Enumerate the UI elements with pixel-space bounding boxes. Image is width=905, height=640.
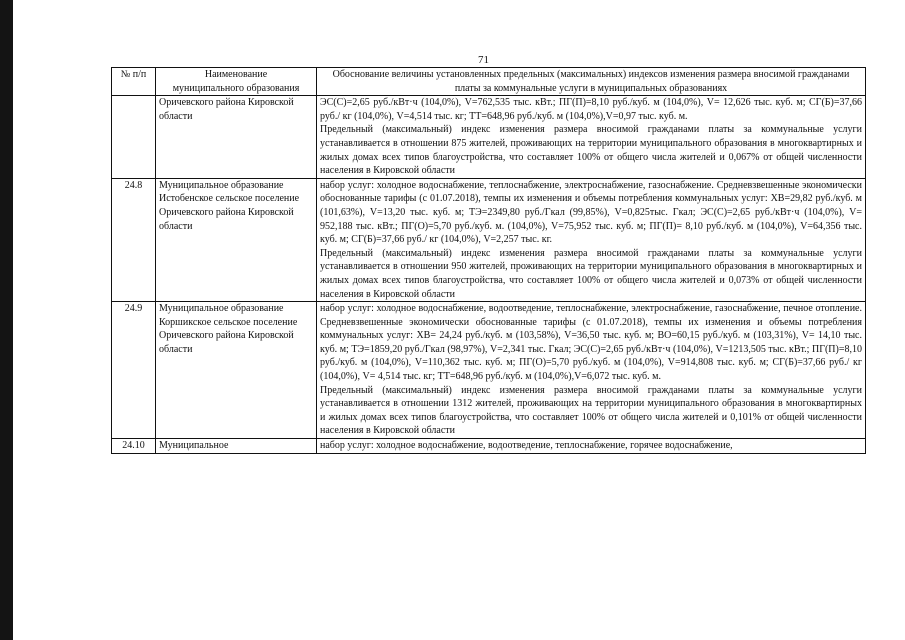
municipality-name: Муниципальное образование Истобенское сельское поселение Оричевского района Кировской области <box>156 178 317 301</box>
header-municipality: Наименование муниципального образования <box>156 68 317 96</box>
tariff-paragraph: набор услуг: холодное водоснабжение, теплоснабжение, электроснабжение, газоснабжение. Средневзвешенные экономически обоснованные тарифы (с 01.07.2018), темпы их изменения и объемы потребления коммунальных услуг: ХВ=29,82 руб./куб. м (101,63%), V=13,20 тыс. куб. м; ТЭ=2349,80 руб./Гкал (99,85%), V=0,825тыс. Гкал; ЭС(С)=2,65 руб./кВт·ч (104,0%), V= 952,188 тыс. кВт.; ПГ(О)=5,70 руб./куб. м. (104,0%), V=75,952 тыс. куб. м; ПГ(П)= 8,10 руб./куб. м (104,0%), V=64,356 тыс. куб. м; СГ(Б)=37,66 руб./ кг (104,0%), V=2,257 тыс. кг. <box>320 179 862 246</box>
tariff-paragraph: набор услуг: холодное водоснабжение, водоотведение, теплоснабжение, горячее водоснабжение, <box>320 440 733 452</box>
municipality-name <box>156 439 317 454</box>
table-row <box>112 302 866 439</box>
justification-cell <box>317 439 866 454</box>
justification-cell <box>317 96 866 179</box>
header-justification: Обоснование величины установленных предельных (максимальных) индексов изменения размера вносимой гражданами платы за коммунальные услуги в муниципальных образованиях <box>317 68 866 96</box>
header-number: № п/п <box>112 68 156 96</box>
justification-cell <box>317 178 866 301</box>
index-paragraph: Предельный (максимальный) индекс изменения размера вносимой гражданами платы за коммунальные услуги устанавливается в отношении 1312 жителей, проживающих на территории муниципального образования в многоквартирных и жилых домах всех типов благоустройства, что составляет 100% от общего числа жителей и 0,101% от общей численности населения в Кировской области <box>320 384 862 437</box>
index-paragraph: Предельный (максимальный) индекс изменения размера вносимой гражданами платы за коммунальные услуги устанавливается в отношении 950 жителей, проживающих на территории муниципального образования в многоквартирных и жилых домах всех типов благоустройства, что составляет 100% от общего числа жителей и 0,073% от общей численности населения в Кировской области <box>320 247 862 300</box>
table-header-row <box>112 68 866 96</box>
row-number <box>112 96 156 179</box>
scan-shadow-edge <box>0 0 13 640</box>
page-number: 71 <box>478 54 489 66</box>
justification-cell <box>317 302 866 439</box>
table-row <box>112 178 866 301</box>
row-number: 24.9 <box>112 302 156 439</box>
row-number: 24.8 <box>112 178 156 301</box>
tariff-table <box>111 67 866 454</box>
tariff-paragraph: ЭС(С)=2,65 руб./кВт·ч (104,0%), V=762,535 тыс. кВт.; ПГ(П)=8,10 руб./куб. м (104,0%), V= 12,626 тыс. куб. м; СГ(Б)=37,66 руб./ кг (104,0%), V=4,514 тыс. кг; ТТ=648,96 руб./куб. м (104,0%),V=0,97 тыс. куб. м. <box>320 97 862 122</box>
row-number: 24.10 <box>112 439 156 454</box>
table-row <box>112 439 866 454</box>
index-paragraph: Предельный (максимальный) индекс изменения размера вносимой гражданами платы за коммунальные услуги устанавливается в отношении 875 жителей, проживающих на территории муниципального образования в многоквартирных и жилых домах всех типов благоустройства, что составляет 100% от общего числа жителей и 0,067% от общей численности населения в Кировской области <box>320 124 862 177</box>
tariff-paragraph: набор услуг: холодное водоснабжение, водоотведение, теплоснабжение, электроснабжение, газоснабжение, печное отопление. Средневзвешенные экономически обоснованные тарифы (с 01.07.2018), темпы их изменения и объемы потребления коммунальных услуг: ХВ= 24,24 руб./куб. м (103,58%), V=36,50 тыс. куб. м; ВО=60,15 руб./куб. м (103,31%), V= 14,10 тыс. куб. м; ТЭ=1859,20 руб./Гкал (98,97%), V=2,341 тыс. Гкал; ЭС(С)=2,65 руб./кВт·ч (104,0%), V=1213,505 тыс. кВт.; ПГ(П)=8,10 руб./куб. м (104,0%), V=110,362 тыс. куб. м; ПГ(О)=5,70 руб./куб. м (104,0%), V=914,808 тыс. куб. м; СГ(Б)=37,66 руб./ кг (104,0%), V= 4,514 тыс. кг; ТТ=648,96 руб./куб. м (104,0%),V=6,072 тыс. куб. м. <box>320 303 862 383</box>
municipality-name: Оричевского района Кировской области <box>156 96 317 179</box>
municipality-name: Муниципальное образование Коршикское сельское поселение Оричевского района Кировской области <box>156 302 317 439</box>
municipality-name-text: Муниципальное <box>159 440 229 452</box>
table-row <box>112 96 866 179</box>
